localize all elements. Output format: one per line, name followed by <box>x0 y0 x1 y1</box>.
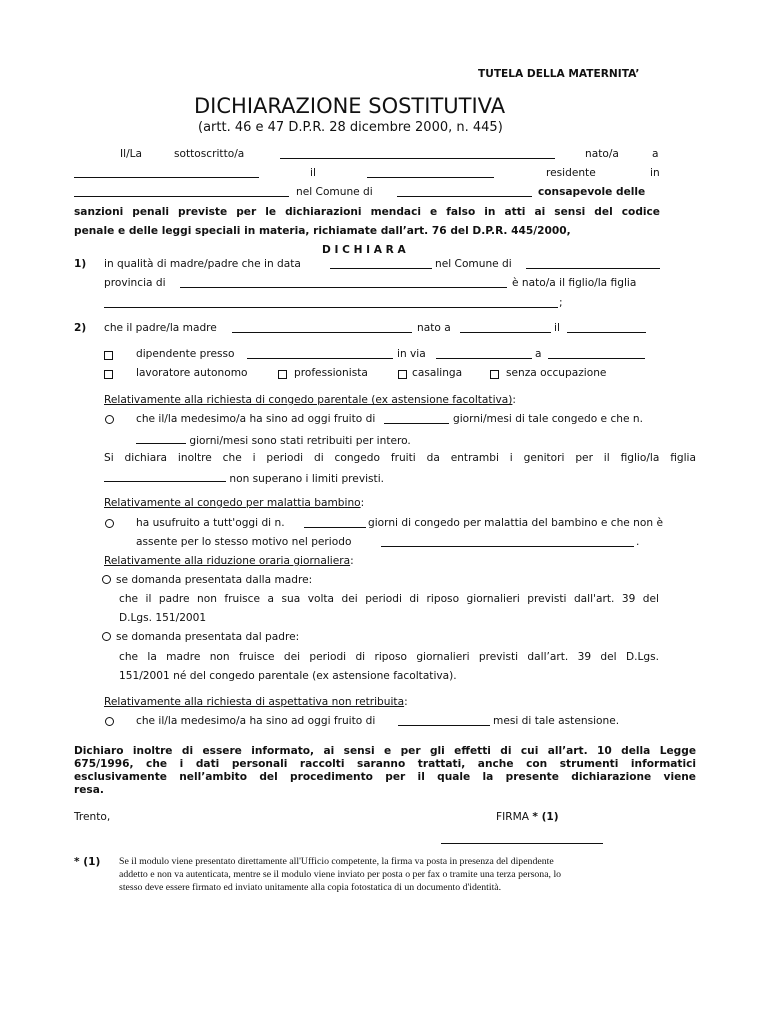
intro-consapevole: consapevole delle <box>538 186 646 198</box>
parentale-line-4 <box>104 470 384 486</box>
riduzione-heading-colon: : <box>350 555 354 567</box>
item-1-number: 1) <box>74 258 87 270</box>
parentale-text-4: non superano i limiti previsti. <box>229 473 385 485</box>
professionista-label: professionista <box>294 367 368 379</box>
firma-text: FIRMA <box>496 811 529 823</box>
a-label: a <box>535 348 542 360</box>
malattia-heading-text: Relativamente al congedo per malattia bambino <box>104 497 361 509</box>
riduzione-madre-radio[interactable] <box>102 575 111 584</box>
comune-field[interactable] <box>397 185 532 197</box>
parentale-days-field[interactable] <box>384 412 449 424</box>
employer-street-field[interactable] <box>436 347 532 359</box>
riduzione-madre-line-2: D.Lgs. 151/2001 <box>119 612 207 624</box>
employer-city-field[interactable] <box>548 347 645 359</box>
senza-occupazione-checkbox[interactable] <box>490 370 499 379</box>
aspettativa-heading <box>104 695 408 709</box>
malattia-period-dot: . <box>636 536 640 548</box>
item-2-nato: nato a <box>417 322 451 334</box>
malattia-period-field[interactable] <box>381 535 634 547</box>
other-parent-birthplace-field[interactable] <box>460 321 551 333</box>
malattia-text-3: assente per lo stesso motivo nel periodo <box>136 536 352 548</box>
event-date-field[interactable] <box>330 257 432 269</box>
riduzione-padre-label: se domanda presentata dal padre: <box>116 631 300 643</box>
intro-a: a <box>652 148 659 160</box>
parentale-heading-colon: : <box>512 394 516 406</box>
item-1-comune: nel Comune di <box>435 258 512 270</box>
malattia-text-1: ha usufruito a tutt'oggi di n. <box>136 517 285 529</box>
parentale-paid-field[interactable] <box>136 432 186 444</box>
address-field[interactable] <box>74 185 289 197</box>
dipendente-checkbox[interactable] <box>104 351 113 360</box>
intro-il: il <box>310 167 316 179</box>
aspettativa-text-1: che il/la medesimo/a ha sino ad oggi fruito di <box>136 715 376 727</box>
signature-line[interactable] <box>441 832 603 844</box>
intro-line-4: sanzioni penali previste per le dichiarazioni mendaci e falso in atti ai sensi del codice <box>74 206 660 218</box>
autonomo-checkbox[interactable] <box>104 370 113 379</box>
page-title: DICHIARAZIONE SOSTITUTIVA <box>194 94 506 118</box>
autonomo-label: lavoratore autonomo <box>136 367 248 379</box>
riduzione-madre-label: se domanda presentata dalla madre: <box>116 574 313 586</box>
item-2-padre-madre: che il padre/la madre <box>104 322 217 334</box>
other-parent-birthdate-field[interactable] <box>567 321 646 333</box>
parentale-heading <box>104 393 516 407</box>
intro-in: in <box>650 167 660 179</box>
intro-sottoscritto: sottoscritto/a <box>174 148 245 160</box>
name-field[interactable] <box>280 147 555 159</box>
other-parent-field[interactable] <box>232 321 412 333</box>
footnote-mark: * (1) <box>74 856 101 868</box>
malattia-heading <box>104 496 364 510</box>
intro-nato: nato/a <box>585 148 619 160</box>
casalinga-checkbox[interactable] <box>398 370 407 379</box>
aspettativa-radio[interactable] <box>105 717 114 726</box>
aspettativa-months-field[interactable] <box>398 714 490 726</box>
parentale-text-3: giorni/mesi sono stati retribuiti per intero. <box>189 435 411 447</box>
footnote-line-3: stesso deve essere firmato ed inviato unitamente alla copia fotostatica di un documento d'identità. <box>119 882 502 893</box>
birthplace-field[interactable] <box>74 166 259 178</box>
via-label: in via <box>397 348 426 360</box>
parentale-line-2 <box>136 432 411 448</box>
riduzione-heading <box>104 554 354 568</box>
riduzione-heading-text: Relativamente alla riduzione oraria giornaliera <box>104 555 351 567</box>
privacy-line-1: Dichiaro inoltre di essere informato, ai sensi e per gli effetti di cui all’art. 10 della Legge <box>74 745 696 757</box>
privacy-line-4: resa. <box>74 784 104 796</box>
parentale-child-field[interactable] <box>104 470 226 482</box>
riduzione-padre-radio[interactable] <box>102 632 111 641</box>
riduzione-padre-line-2: 151/2001 né del congedo parentale (ex astensione facoltativa). <box>119 670 457 682</box>
employer-field[interactable] <box>247 347 393 359</box>
intro-residente: residente <box>546 167 596 179</box>
item-2-number: 2) <box>74 322 87 334</box>
signature-label <box>496 810 559 824</box>
parentale-radio[interactable] <box>105 415 114 424</box>
item-1-semicolon: ; <box>559 297 563 309</box>
birthdate-field[interactable] <box>367 166 494 178</box>
intro-line-5: penale e delle leggi speciali in materia, richiamate dall’art. 76 del D.P.R. 445/2000, <box>74 225 571 237</box>
item-1-qualita: in qualità di madre/padre che in data <box>104 258 301 270</box>
aspettativa-text-2: mesi di tale astensione. <box>493 715 620 727</box>
intro-il-la: Il/La <box>120 148 143 160</box>
dichiara-heading: D I C H I A R A <box>322 244 406 256</box>
intro-comune: nel Comune di <box>296 186 373 198</box>
parentale-heading-text: Relativamente alla richiesta di congedo parentale (ex astensione facoltativa) <box>104 394 513 406</box>
footnote-line-2: addetto e non va autenticata, mentre se il modulo viene inviato per posta o per fax o tramite una terza persona, lo <box>119 869 562 880</box>
privacy-line-3: esclusivamente nell’ambito del procedimento per il quale la presente dichiarazione viene <box>74 771 696 783</box>
dipendente-label: dipendente presso <box>136 348 235 360</box>
riduzione-padre-line-1: che la madre non fruisce dei periodi di riposo giornalieri previsti dall’art. 39 del D.Lgs. <box>119 651 659 663</box>
provincia-field[interactable] <box>180 276 507 288</box>
aspettativa-heading-text: Relativamente alla richiesta di aspettativa non retribuita <box>104 696 405 708</box>
signature-place: Trento, <box>74 811 111 823</box>
page-subtitle: (artt. 46 e 47 D.P.R. 28 dicembre 2000, n. 445) <box>198 120 503 135</box>
parentale-text-1: che il/la medesimo/a ha sino ad oggi fruito di <box>136 413 376 425</box>
footnote-line-1: Se il modulo viene presentato direttamente all'Ufficio competente, la firma va posta in presenza del dipendente <box>119 856 554 867</box>
event-comune-field[interactable] <box>526 257 660 269</box>
riduzione-padre-row <box>102 630 299 644</box>
privacy-line-2: 675/1996, che i dati personali raccolti saranno trattati, anche con strumenti informatici <box>74 758 696 770</box>
parentale-line-3: Si dichiara inoltre che i periodi di congedo fruiti da entrambi i genitori per il figlio/la figlia <box>104 452 696 464</box>
malattia-days-field[interactable] <box>304 516 366 528</box>
malattia-heading-colon: : <box>360 497 365 509</box>
child-name-field[interactable] <box>104 296 558 308</box>
riduzione-madre-line-1: che il padre non fruisce a sua volta dei periodi di riposo giornalieri previsti dall'art. 39 del <box>119 593 659 605</box>
parentale-text-2: giorni/mesi di tale congedo e che n. <box>453 413 643 425</box>
item-1-provincia: provincia di <box>104 277 166 289</box>
item-2-il: il <box>554 322 560 334</box>
riduzione-madre-row <box>102 573 312 587</box>
aspettativa-heading-colon: : <box>404 696 408 708</box>
document-tag: TUTELA DELLA MATERNITA’ <box>478 68 640 80</box>
casalinga-label: casalinga <box>412 367 463 379</box>
firma-mark: * (1) <box>532 811 559 823</box>
item-1-figlio: è nato/a il figlio/la figlia <box>512 277 637 289</box>
malattia-radio[interactable] <box>105 519 114 528</box>
malattia-text-2: giorni di congedo per malattia del bambino e che non è <box>368 517 663 529</box>
professionista-checkbox[interactable] <box>278 370 287 379</box>
senza-occupazione-label: senza occupazione <box>506 367 607 379</box>
